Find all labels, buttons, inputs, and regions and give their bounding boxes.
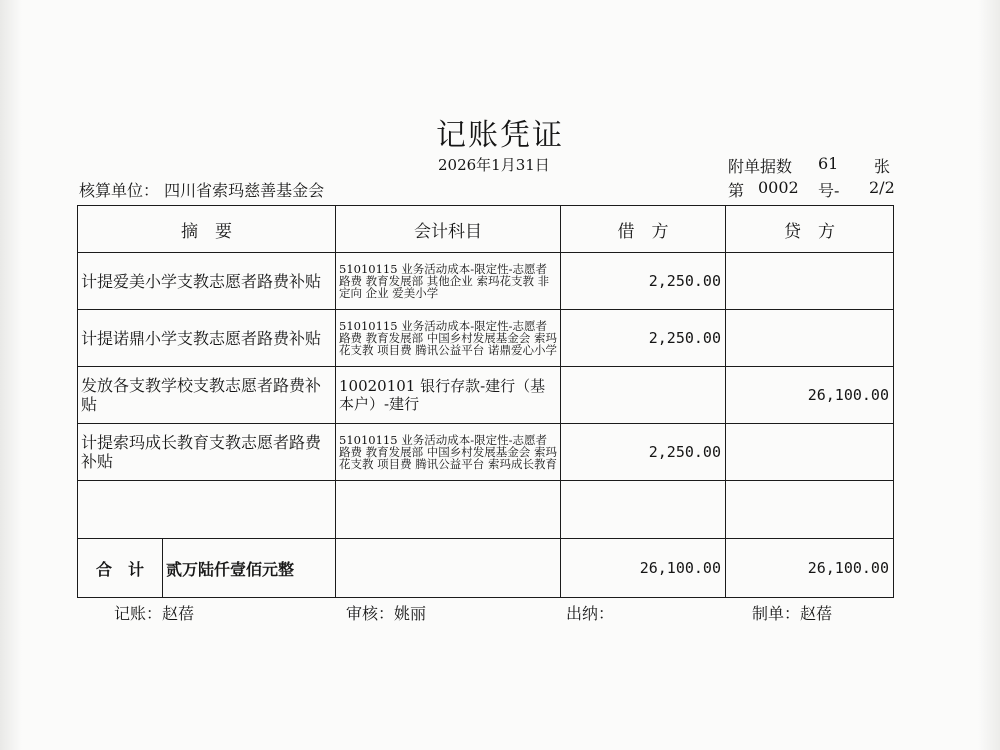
attachment-label: 附单据数 [728,157,793,176]
bookkeeper-signature: 记账：赵蓓 [114,604,195,623]
accounting-unit [79,178,324,201]
reviewer-signature: 审核：姚丽 [346,604,427,623]
table-row [78,481,894,539]
row-debit [561,481,726,539]
accounting-unit-name: 四川省索玛慈善基金会 [164,181,325,200]
preparer-signature: 制单：赵蓓 [752,604,833,623]
voucher-prefix: 第 [728,181,745,200]
row-account: 51010115 业务活动成本-限定性-志愿者路费 教育发展部 中国乡村发展基金会 索玛花支教 项目费 腾讯公益平台 诺鼎爱心小学 [336,310,561,367]
attachment-unit: 张 [874,157,891,176]
row-summary: 计提爱美小学支教志愿者路费补贴 [78,253,336,310]
voucher-title: 记账凭证 [436,118,564,153]
row-debit: 2,250.00 [561,253,726,310]
total-credit: 26,100.00 [726,539,894,598]
cashier-signature: 出纳： [566,604,615,623]
total-label: 合 计 [95,559,144,579]
header-credit: 贷 方 [726,206,894,253]
row-summary: 计提诺鼎小学支教志愿者路费补贴 [78,310,336,367]
voucher-date: 2026年1月31日 [438,156,550,174]
row-debit: 2,250.00 [561,310,726,367]
voucher-table [77,205,894,598]
row-credit: 26,100.00 [726,367,894,424]
row-account: 51010115 业务活动成本-限定性-志愿者路费 教育发展部 其他企业 索玛花支教 非定向 企业 爱美小学 [336,253,561,310]
row-credit [726,481,894,539]
voucher-suffix: 号- [818,181,840,200]
row-debit [561,367,726,424]
row-credit [726,253,894,310]
total-row [78,539,894,598]
row-account: 10020101 银行存款-建行（基本户）-建行 [336,367,561,424]
total-cell [78,539,336,598]
table-row [78,424,894,481]
row-debit: 2,250.00 [561,424,726,481]
accounting-unit-label: 核算单位： [79,181,160,200]
table-row [78,367,894,424]
row-account: 51010115 业务活动成本-限定性-志愿者路费 教育发展部 中国乡村发展基金会 索玛花支教 项目费 腾讯公益平台 索玛成长教育 [336,424,561,481]
row-credit [726,424,894,481]
row-credit [726,310,894,367]
total-debit: 26,100.00 [561,539,726,598]
header-summary: 摘 要 [78,206,336,253]
row-summary: 发放各支教学校支教志愿者路费补贴 [78,367,336,424]
voucher-page: 2/2 [869,178,895,197]
table-row [78,310,894,367]
total-account-blank [336,539,561,598]
voucher-no: 0002 [758,178,799,197]
header-debit: 借 方 [561,206,726,253]
row-summary: 计提索玛成长教育支教志愿者路费补贴 [78,424,336,481]
row-summary [78,481,336,539]
table-row [78,253,894,310]
header-account: 会计科目 [336,206,561,253]
attachment-count [728,154,891,177]
table-header-row [78,206,894,253]
row-account [336,481,561,539]
attachment-number: 61 [818,154,839,173]
total-amount-words: 贰万陆仟壹佰元整 [166,559,295,579]
